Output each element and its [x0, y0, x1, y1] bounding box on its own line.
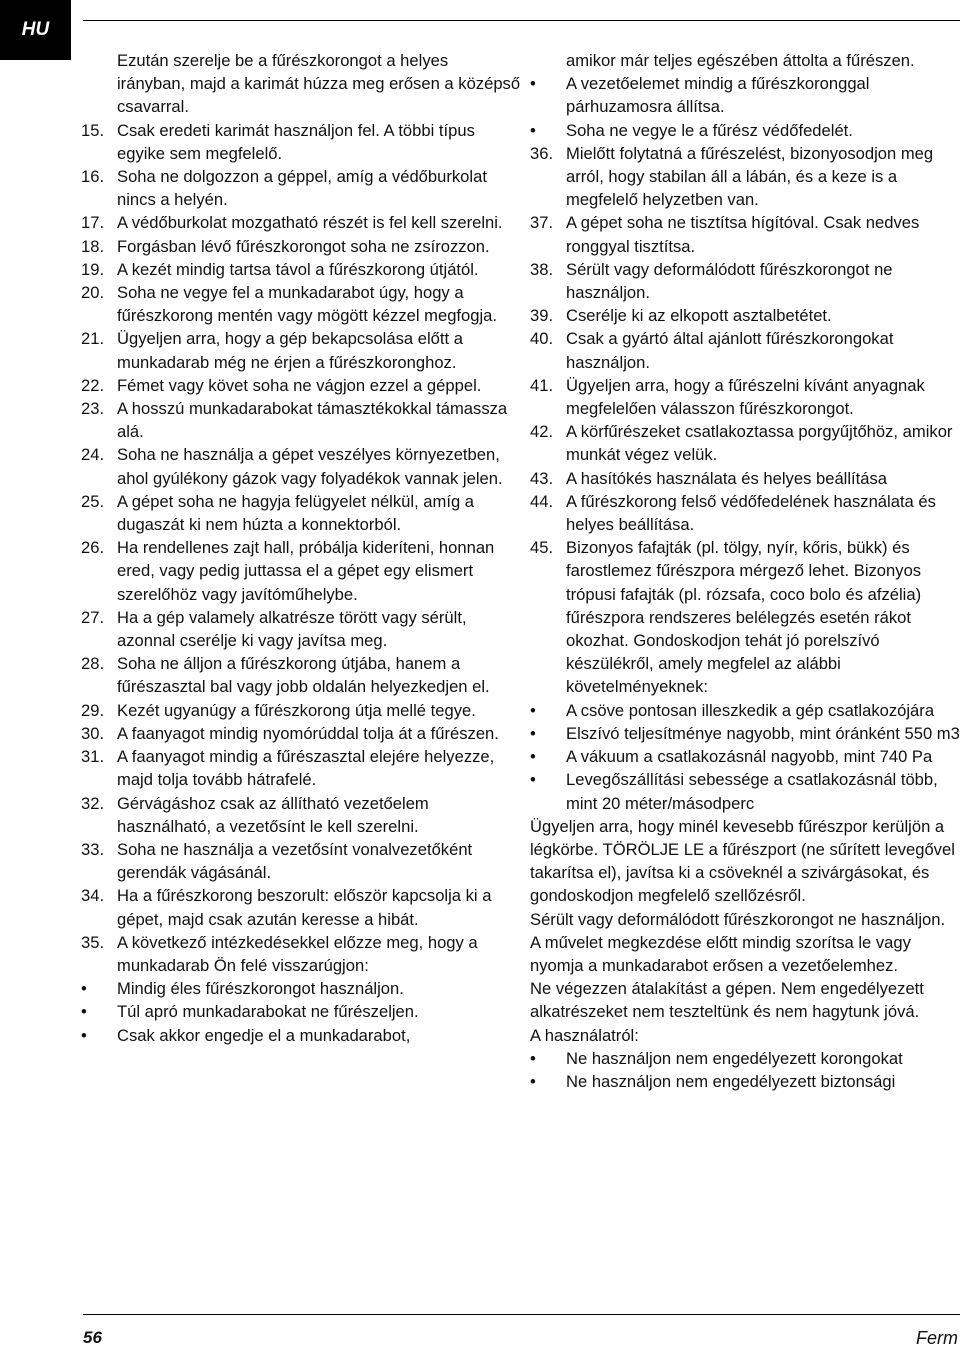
- bullet-item: [530, 745, 960, 768]
- paragraph: [530, 908, 960, 931]
- numbered-item: [530, 327, 960, 373]
- item-text: Csak akkor engedje el a munkadarabot,: [117, 1025, 411, 1045]
- item-number: 19.: [81, 259, 105, 279]
- paragraph: [530, 815, 960, 908]
- item-text: Ha a gép valamely alkatrésze törött vagy sérült, azonnal cserélje ki vagy javítsa meg.: [117, 607, 467, 651]
- bullet-item: [81, 977, 521, 1000]
- paragraph: [530, 1024, 960, 1047]
- brand-logo-text: Ferm: [916, 1328, 958, 1348]
- item-text: Csak eredeti karimát használjon fel. A többi típus egyike sem megfelelő.: [117, 120, 475, 163]
- item-text: Csak a gyártó által ajánlott fűrészkorongokat használjon.: [566, 329, 894, 372]
- item-text: Ügyeljen arra, hogy a gép bekapcsolása előtt a munkadarab még ne érjen a fűrészkoronghoz.: [117, 329, 463, 372]
- numbered-item: [81, 281, 521, 327]
- item-text: Ügyeljen arra, hogy minél kevesebb fűrészpor kerüljön a légkörbe. TÖRÖLJE LE a fűrészport (ne sűrített levegővel takarítsa el), javítsa ki a csöveknél a szivárgásokat, és gondoskodjon megfelelő szellőzésről.: [530, 816, 955, 906]
- item-number: 43.: [530, 468, 554, 488]
- numbered-item: [530, 490, 960, 536]
- item-number: 15.: [81, 120, 105, 140]
- item-number: 36.: [530, 143, 554, 163]
- bullet-item: [530, 72, 960, 118]
- numbered-item: [81, 119, 521, 165]
- item-text: A következő intézkedésekkel előzze meg, hogy a munkadarab Ön felé visszarúgjon:: [117, 932, 478, 975]
- left-column: [81, 49, 521, 1047]
- numbered-item: [530, 304, 960, 327]
- bullet-marker: •: [81, 1002, 87, 1022]
- numbered-item: [530, 142, 960, 212]
- item-text: Túl apró munkadarabokat ne fűrészeljen.: [117, 1002, 419, 1022]
- item-number: 37.: [530, 213, 554, 233]
- item-number: 20.: [81, 283, 105, 303]
- item-text: Bizonyos fafajták (pl. tölgy, nyír, kőris, bükk) és farostlemez fűrészpora mérgező lehet. Bizonyos trópusi fafajták (pl. rózsafa, coco bolo és afzélia) fűrészpora rendszeres belélegzés esetén rákot okozhat. Gondoskodjon tehát jó porelszívó készülékről, amely megfelel az alábbi követelményeknek:: [566, 538, 922, 697]
- numbered-item: [81, 397, 521, 443]
- item-text: Soha ne vegye fel a munkadarabot úgy, hogy a fűrészkorong mentén vagy mögött kézzel megfogja.: [117, 283, 498, 326]
- item-text: Mindig éles fűrészkorongot használjon.: [117, 979, 404, 999]
- item-text: A hasítókés használata és helyes beállítása: [566, 468, 888, 488]
- numbered-item: [81, 745, 521, 791]
- item-number: 28.: [81, 654, 105, 674]
- item-number: 33.: [81, 839, 105, 859]
- bullet-item: [530, 1070, 960, 1093]
- item-number: 35.: [81, 932, 105, 952]
- item-text: Forgásban lévő fűrészkorongot soha ne zsírozzon.: [117, 236, 490, 256]
- item-number: 32.: [81, 793, 105, 813]
- page-number: 56: [83, 1328, 102, 1347]
- item-text: Ügyeljen arra, hogy a fűrészelni kívánt anyagnak megfelelően válasszon fűrészkorongot.: [566, 375, 925, 419]
- item-number: 25.: [81, 491, 105, 511]
- item-text: Soha ne álljon a fűrészkorong útjába, hanem a fűrészasztal bal vagy jobb oldalán helyezkedjen el.: [117, 654, 490, 697]
- item-text: Sérült vagy deformálódott fűrészkorongot ne használjon.: [566, 259, 893, 303]
- item-text: A gépet soha ne tisztítsa hígítóval. Csak nedves ronggyal tisztítsa.: [566, 213, 920, 256]
- bullet-item: [530, 768, 960, 814]
- numbered-item: [530, 211, 960, 257]
- numbered-item: [81, 652, 521, 698]
- numbered-item: [530, 258, 960, 304]
- numbered-item: [81, 211, 521, 234]
- item-number: 18.: [81, 236, 105, 256]
- numbered-item: [81, 327, 521, 373]
- bullet-marker: •: [81, 979, 87, 999]
- bottom-divider: [83, 1314, 960, 1315]
- item-text: A kezét mindig tartsa távol a fűrészkorong útjától.: [117, 259, 479, 279]
- item-number: 29.: [81, 700, 105, 720]
- item-number: 42.: [530, 422, 554, 442]
- language-tab: HU: [0, 0, 71, 60]
- item-number: 16.: [81, 167, 105, 187]
- numbered-item: [81, 884, 521, 930]
- numbered-item: [81, 536, 521, 606]
- numbered-item: [530, 374, 960, 420]
- numbered-item: [81, 606, 521, 652]
- item-number: 26.: [81, 538, 105, 558]
- bullet-marker: •: [530, 770, 536, 790]
- item-text: Ezután szerelje be a fűrészkorongot a helyes irányban, majd a karimát húzza meg erősen a középső csavarral.: [117, 51, 521, 117]
- item-number: 22.: [81, 375, 105, 395]
- item-number: 24.: [81, 445, 105, 465]
- numbered-item: [81, 838, 521, 884]
- item-text: A gépet soha ne hagyja felügyelet nélkül, amíg a dugaszát ki nem húzta a konnektorból.: [117, 491, 475, 535]
- item-text: Soha ne dolgozzon a géppel, amíg a védőburkolat nincs a helyén.: [117, 167, 487, 210]
- item-text: Soha ne vegye le a fűrész védőfedelét.: [566, 120, 853, 140]
- item-text: Ne végezzen átalakítást a gépen. Nem engedélyezett alkatrészeket nem teszteltünk és nem hagytunk jóvá.: [530, 979, 924, 1022]
- numbered-item: [530, 420, 960, 466]
- paragraph: [530, 977, 960, 1023]
- item-number: 44.: [530, 491, 554, 511]
- item-text: amikor már teljes egészében áttolta a fűrészen.: [566, 51, 915, 70]
- bullet-marker: •: [81, 1025, 87, 1045]
- bullet-item: [81, 1024, 521, 1047]
- item-text: A faanyagot mindig nyomórúddal tolja át a fűrészen.: [117, 723, 499, 743]
- numbered-item: [81, 443, 521, 489]
- numbered-item: [530, 536, 960, 698]
- item-number: 41.: [530, 375, 554, 395]
- bullet-marker: •: [530, 120, 536, 140]
- item-number: 39.: [530, 306, 554, 326]
- numbered-item: [81, 165, 521, 211]
- item-number: 38.: [530, 259, 554, 279]
- item-number: 40.: [530, 329, 554, 349]
- numbered-item: [81, 235, 521, 258]
- item-text: A fűrészkorong felső védőfedelének használata és helyes beállítása.: [566, 491, 936, 535]
- item-text: A körfűrészeket csatlakoztassa porgyűjtőhöz, amikor munkát végez velük.: [566, 422, 953, 465]
- item-text: Levegőszállítási sebessége a csatlakozásnál több, mint 20 méter/másodperc: [566, 770, 938, 813]
- item-number: 27.: [81, 607, 105, 627]
- item-number: 21.: [81, 329, 105, 349]
- continued-text: [530, 49, 960, 72]
- paragraph: [530, 931, 960, 977]
- bullet-item: [530, 1047, 960, 1070]
- bullet-item: [81, 1000, 521, 1023]
- bullet-marker: •: [530, 700, 536, 720]
- item-number: 45.: [530, 538, 554, 558]
- numbered-item: [81, 792, 521, 838]
- bullet-item: [530, 119, 960, 142]
- item-text: Soha ne használja a gépet veszélyes környezetben, ahol gyúlékony gázok vagy folyadékok vannak jelen.: [117, 445, 503, 488]
- numbered-item: [81, 722, 521, 745]
- item-text: Cserélje ki az elkopott asztalbetétet.: [566, 306, 832, 326]
- item-text: Mielőtt folytatná a fűrészelést, bizonyosodjon meg arról, hogy stabilan áll a lábán, és a keze is a megfelelő helyzetben van.: [566, 143, 934, 210]
- item-text: A vákuum a csatlakozásnál nagyobb, mint 740 Pa: [566, 747, 933, 767]
- item-text: Sérült vagy deformálódott fűrészkorongot ne használjon.: [530, 909, 946, 929]
- item-number: 23.: [81, 399, 105, 419]
- numbered-item: [81, 699, 521, 722]
- item-text: A védőburkolat mozgatható részét is fel kell szerelni.: [117, 213, 503, 233]
- item-number: 31.: [81, 747, 105, 767]
- item-number: 17.: [81, 213, 105, 233]
- item-text: A használatról:: [530, 1025, 639, 1045]
- item-text: Ha a fűrészkorong beszorult: először kapcsolja ki a gépet, majd csak azután keresse a hibát.: [117, 886, 492, 929]
- numbered-item: [530, 467, 960, 490]
- bullet-marker: •: [530, 74, 536, 94]
- item-text: Gérvágáshoz csak az állítható vezetőelem használható, a vezetősínt le kell szerelni.: [117, 793, 429, 836]
- continued-text: [81, 49, 521, 119]
- item-text: A hosszú munkadarabokat támasztékokkal támassza alá.: [117, 399, 508, 442]
- numbered-item: [81, 374, 521, 397]
- bullet-marker: •: [530, 747, 536, 767]
- right-column: [530, 49, 960, 1093]
- item-text: Ne használjon nem engedélyezett korongokat: [566, 1048, 903, 1068]
- item-text: Kezét ugyanúgy a fűrészkorong útja mellé tegye.: [117, 700, 476, 720]
- item-number: 30.: [81, 723, 105, 743]
- item-text: A faanyagot mindig a fűrészasztal elejére helyezze, majd tolja tovább hátrafelé.: [117, 747, 495, 790]
- item-text: Soha ne használja a vezetősínt vonalvezetőként gerendák vágásánál.: [117, 839, 473, 883]
- bullet-marker: •: [530, 1048, 536, 1068]
- item-text: A csöve pontosan illeszkedik a gép csatlakozójára: [566, 700, 935, 720]
- item-text: Fémet vagy követ soha ne vágjon ezzel a géppel.: [117, 375, 482, 395]
- item-text: A vezetőelemet mindig a fűrészkoronggal párhuzamosra állítsa.: [566, 74, 870, 117]
- bullet-marker: •: [530, 1071, 536, 1091]
- numbered-item: [81, 490, 521, 536]
- bullet-item: [530, 699, 960, 722]
- item-text: A művelet megkezdése előtt mindig szorítsa le vagy nyomja a munkadarabot erősen a vezetőelemhez.: [530, 932, 911, 975]
- numbered-item: [81, 258, 521, 281]
- item-text: Ha rendellenes zajt hall, próbálja kideríteni, honnan ered, vagy pedig juttassa el a gépet egy elismert szerelőhöz vagy javítóműhelybe.: [117, 538, 495, 604]
- top-divider: [83, 20, 960, 21]
- item-text: Ne használjon nem engedélyezett biztonsági: [566, 1071, 896, 1091]
- bullet-item: [530, 722, 960, 745]
- numbered-item: [81, 931, 521, 977]
- item-number: 34.: [81, 886, 105, 906]
- item-text: Elszívó teljesítménye nagyobb, mint óránként 550 m3: [566, 723, 960, 743]
- bullet-marker: •: [530, 723, 536, 743]
